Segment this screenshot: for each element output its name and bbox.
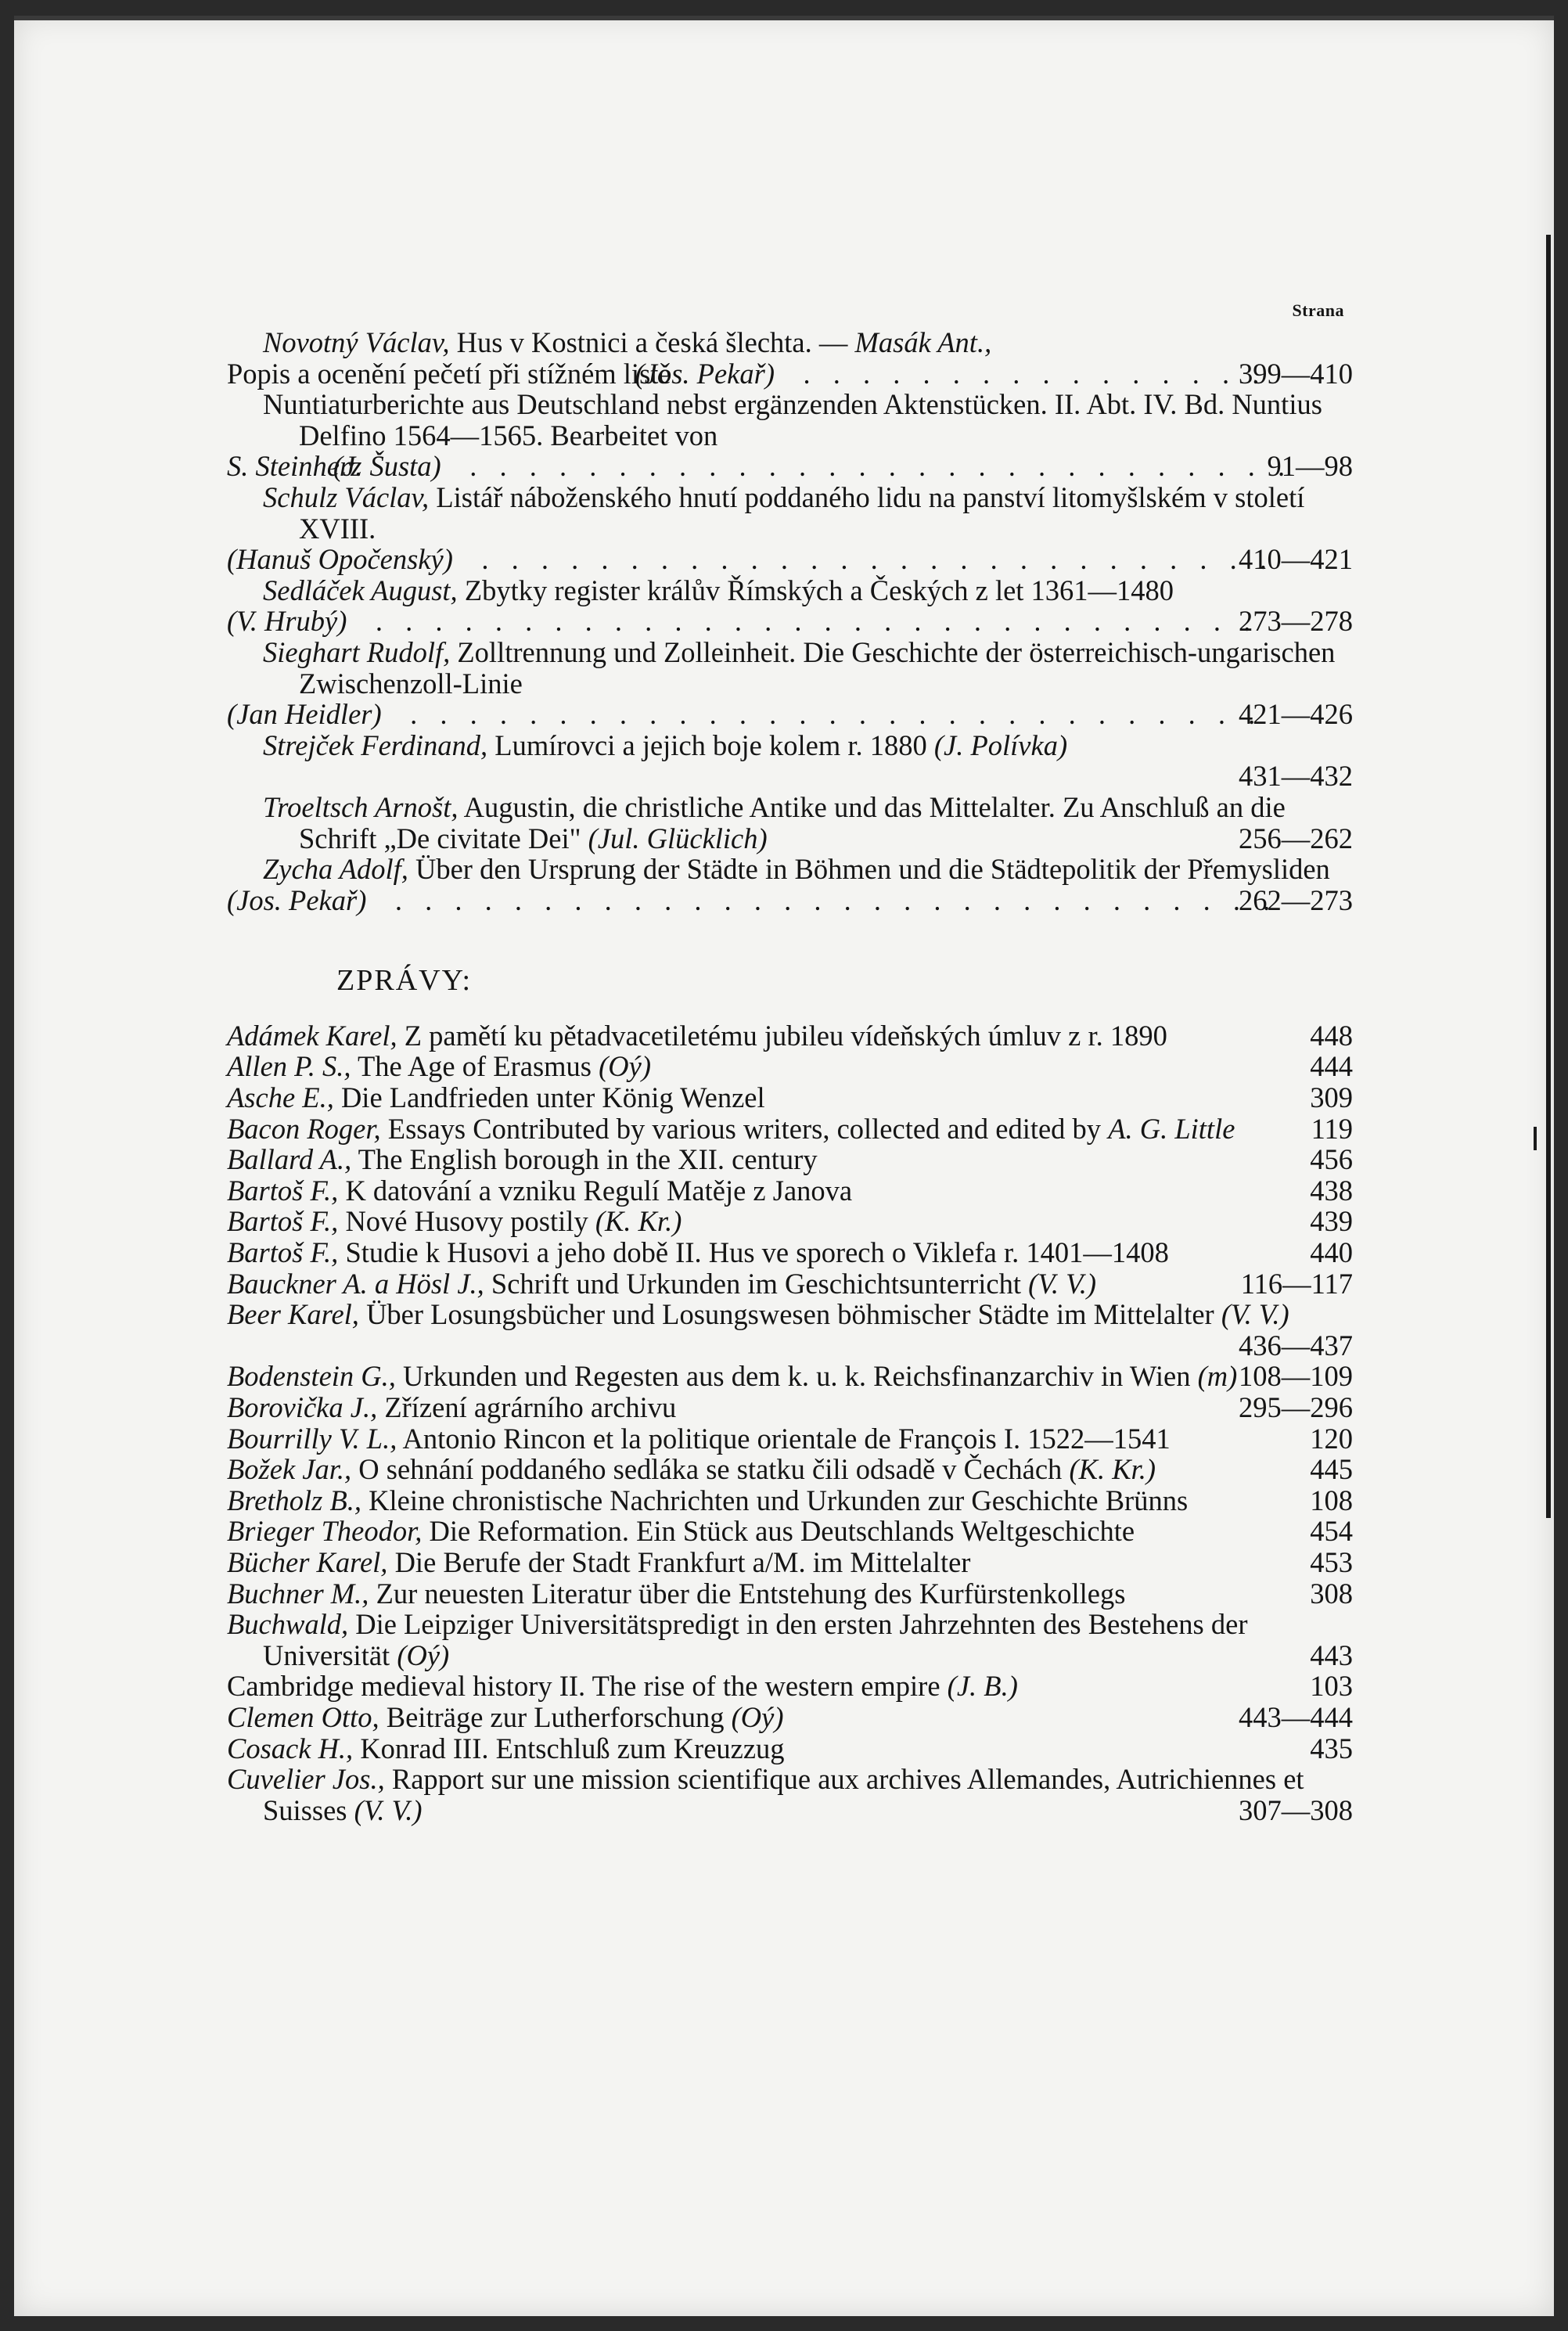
entry-editor: (Jos. Pekař) <box>227 883 367 916</box>
list-item <box>227 1237 1353 1268</box>
entry-title: The Age of Erasmus <box>357 1050 592 1083</box>
entry-author: Schulz Václav, <box>263 480 430 513</box>
entry-title: Lumírovci a jejich boje kolem r. 1880 <box>494 728 927 761</box>
entry-author: Zycha Adolf, <box>263 853 408 886</box>
list-item <box>227 1361 1353 1392</box>
entry-title: Popis a ocenění pečetí při stížném listě <box>227 357 671 390</box>
entry-editor: (V. V.) <box>354 1793 423 1826</box>
entry-author: Asche E., <box>227 1081 334 1114</box>
entry-author: Ballard A., <box>227 1143 352 1176</box>
entry-editor: (Hanuš Opočenský) <box>227 543 453 576</box>
list-item <box>227 1051 1353 1082</box>
entry-pages: 262—273 <box>1239 883 1353 916</box>
list-item <box>227 326 1353 390</box>
entry-pages: 119 <box>1311 1112 1353 1145</box>
entry-author: Bretholz B., <box>227 1484 362 1516</box>
zpravy-list <box>227 1019 1353 1826</box>
entry-title: Nové Husovy postily <box>345 1205 588 1238</box>
entry-title: Über Losungsbücher und Losungswesen böhmischer Städte im Mittelalter <box>366 1298 1214 1331</box>
entry-title: Cambridge medieval history II. The rise of the western empire <box>227 1670 940 1703</box>
list-item <box>227 1454 1353 1485</box>
entry-title: Augustin, die christliche Antike und das Mittelalter. Zu Anschluß an die Schrift „De civitate Dei" <box>299 790 1286 854</box>
entry-pages: 438 <box>1310 1174 1353 1207</box>
list-item <box>227 1516 1353 1547</box>
entry-pages: 273—278 <box>1239 605 1353 638</box>
entry-editor: (V. Hrubý) <box>227 605 347 638</box>
list-item <box>227 1578 1353 1610</box>
entry-pages: 103 <box>1310 1670 1353 1703</box>
entry-title: Z pamětí ku pětadvacetiletému jubileu vídeňských úmluv z r. 1890 <box>404 1019 1167 1052</box>
list-item <box>227 1423 1353 1455</box>
list-item <box>227 1113 1353 1145</box>
entry-title: The English borough in the XII. century <box>358 1143 818 1176</box>
entry-pages: 440 <box>1310 1236 1353 1269</box>
entry-pages: 453 <box>1310 1545 1353 1578</box>
entry-pages: 443—444 <box>1239 1700 1353 1733</box>
entry-title: Schrift und Urkunden im Geschichtsunterricht <box>491 1267 1022 1300</box>
entry-title: Kleine chronistische Nachrichten und Urkunden zur Geschichte Brünns <box>369 1484 1189 1516</box>
entry-editor: (V. V.) <box>1221 1298 1289 1331</box>
entry-editor: (Jan Heidler) <box>227 698 382 731</box>
list-item <box>227 1547 1353 1578</box>
entry-editor: (J. Polívka) <box>933 728 1068 761</box>
entry-editor: (J. Šusta) <box>333 450 441 483</box>
entry-author: Bacon Roger, <box>227 1112 381 1145</box>
entry-pages: 309 <box>1310 1081 1353 1114</box>
entry-author: Allen P. S., <box>227 1050 351 1083</box>
entry-editor: (Oý) <box>397 1639 450 1671</box>
entry-title: Konrad III. Entschluß zum Kreuzzug <box>360 1732 785 1764</box>
entry-title: K datování a vzniku Regulí Matěje z Janova <box>345 1174 853 1207</box>
entry-editor: (V. V.) <box>1028 1267 1097 1300</box>
entry-title: Hus v Kostnici a česká šlechta. — <box>456 326 848 358</box>
entry-author: Bartoš F., <box>227 1236 339 1269</box>
entry-author: Božek Jar., <box>227 1453 352 1486</box>
entry-author: Bodenstein G., <box>227 1360 396 1393</box>
list-item <box>227 1175 1353 1207</box>
list-item <box>227 635 1353 731</box>
entry-author: Bauckner A. a Hösl J., <box>227 1267 484 1300</box>
entry-title: Zolltrennung und Zolleinheit. Die Geschichte der österreichisch-ungarischen Zwischenzoll-Linie <box>299 635 1336 700</box>
entry-pages: 443 <box>1310 1639 1353 1671</box>
list-item <box>227 1702 1353 1733</box>
entry-pages: 410—421 <box>1239 543 1353 576</box>
entry-author: Brieger Theodor, <box>227 1515 423 1548</box>
entry-pages: 308 <box>1310 1577 1353 1610</box>
entry-pages: 108 <box>1310 1484 1353 1516</box>
entry-title: Die Berufe der Stadt Frankfurt a/M. im Mittelalter <box>394 1545 971 1578</box>
entry-editor: (Jul. Glücklich) <box>588 822 768 854</box>
entry-author: Borovička J., <box>227 1391 378 1423</box>
entry-pages: 448 <box>1310 1019 1353 1052</box>
entry-author: Troeltsch Arnošt, <box>263 790 459 823</box>
entry-pages: 256—262 <box>1239 822 1353 854</box>
entry-author: Bourrilly V. L., <box>227 1422 397 1455</box>
scan-edge-mark <box>14 16 1554 20</box>
entry-title: Listář náboženského hnutí poddaného lidu na panství litomyšlském v století XVIII. <box>299 480 1305 545</box>
list-item <box>263 730 1353 792</box>
entry-pages: 454 <box>1310 1515 1353 1548</box>
entry-title: O sehnání poddaného sedláka se statku čili odsadě v Čechách <box>358 1453 1063 1486</box>
entry-author: Bücher Karel, <box>227 1545 388 1578</box>
list-item <box>227 1268 1353 1300</box>
list-item <box>227 1020 1353 1052</box>
scan-edge-mark <box>1546 235 1551 1518</box>
entry-pages: 435 <box>1310 1732 1353 1764</box>
entry-editor: (Oý) <box>731 1700 784 1733</box>
entry-pages: 120 <box>1310 1422 1353 1455</box>
entry-author: Cuvelier Jos., <box>227 1763 385 1796</box>
entry-pages: 399—410 <box>1239 357 1353 390</box>
entry-author-2: S. Steinherz <box>227 450 362 483</box>
entry-author: Bartoš F., <box>227 1174 339 1207</box>
entry-pages: 439 <box>1310 1205 1353 1238</box>
list-item <box>227 1609 1353 1671</box>
entry-pages: 91—98 <box>1267 450 1353 483</box>
entry-title: Beiträge zur Lutherforschung <box>386 1700 725 1733</box>
entry-title: Die Landfrieden unter König Wenzel <box>340 1081 765 1114</box>
entry-pages: 295—296 <box>1239 1391 1353 1423</box>
entry-author: Strejček Ferdinand, <box>263 728 488 761</box>
entry-editor: (K. Kr.) <box>595 1205 682 1238</box>
entry-title: Die Leipziger Universitätspredigt in den ersten Jahrzehnten des Bestehens der Universität <box>263 1608 1248 1671</box>
entry-editor: (Jos. Pekař) <box>635 357 775 390</box>
entry-author: Adámek Karel, <box>227 1019 397 1052</box>
entry-title: Zur neuesten Literatur über die Entstehung des Kurfürstenkollegs <box>376 1577 1126 1610</box>
index-list <box>227 326 1353 1826</box>
list-item <box>227 1082 1353 1113</box>
entry-author: Clemen Otto, <box>227 1700 379 1733</box>
entry-pages: 431—432 <box>1239 760 1353 793</box>
entry-pages: 456 <box>1310 1143 1353 1176</box>
page-column-header: Strana <box>1292 300 1344 320</box>
section-heading: ZPRÁVY: <box>336 964 473 998</box>
list-item <box>227 1764 1353 1826</box>
entry-title: Essays Contributed by various writers, collected and edited by <box>387 1112 1102 1145</box>
entry-pages: 421—426 <box>1239 698 1353 731</box>
list-item <box>227 480 1353 576</box>
entry-author: Sedláček August, <box>263 574 458 606</box>
document-page <box>14 16 1554 2316</box>
list-item <box>227 853 1353 916</box>
entry-pages: 108—109 <box>1239 1360 1353 1393</box>
entry-author: Beer Karel, <box>227 1298 359 1331</box>
list-item <box>227 1733 1353 1764</box>
list-item <box>263 792 1353 854</box>
entry-editor: (K. Kr.) <box>1069 1453 1156 1486</box>
entry-title: Antonio Rincon et la politique orientale de François I. 1522—1541 <box>402 1422 1171 1455</box>
entry-title: Zřízení agrárního archivu <box>384 1391 677 1423</box>
entry-author: Bartoš F., <box>227 1205 339 1238</box>
scan-edge-mark <box>1534 1127 1537 1150</box>
entry-author: Buchner M., <box>227 1577 369 1610</box>
entry-title: Urkunden und Regesten aus dem k. u. k. Reichsfinanzarchiv in Wien <box>403 1360 1191 1393</box>
list-item <box>227 1299 1353 1361</box>
list-item <box>227 1671 1353 1702</box>
entry-editor: (Oý) <box>599 1050 651 1083</box>
list-item <box>227 388 1353 483</box>
entry-title: Nuntiaturberichte aus Deutschland nebst ergänzenden Aktenstücken. II. Abt. IV. Bd. Nuntius Delfino 1564—1565. Bearbeitet von <box>263 388 1322 451</box>
list-item <box>227 1206 1353 1237</box>
entry-pages: 445 <box>1310 1453 1353 1486</box>
entry-pages: 307—308 <box>1239 1793 1353 1826</box>
entry-author-2: Masák Ant., <box>854 326 992 358</box>
entry-author: Buchwald, <box>227 1608 349 1641</box>
entry-editor: (m) <box>1197 1360 1238 1393</box>
entry-author: Cosack H., <box>227 1732 354 1764</box>
list-item <box>227 1392 1353 1423</box>
entry-pages: 444 <box>1310 1050 1353 1083</box>
entry-title: Zbytky register králův Římských a Českých z let 1361—1480 <box>464 574 1174 606</box>
entry-editor: A. G. Little <box>1108 1112 1235 1145</box>
entry-pages: 116—117 <box>1240 1267 1353 1300</box>
list-item <box>227 574 1353 638</box>
list-item <box>227 1485 1353 1516</box>
entry-title: Die Reformation. Ein Stück aus Deutschlands Weltgeschichte <box>429 1515 1135 1548</box>
entry-pages: 436—437 <box>1239 1329 1353 1362</box>
entry-title: Rapport sur une mission scientifique aux archives Allemandes, Autrichiennes et Suisses <box>263 1763 1304 1826</box>
entry-author: Novotný Václav, <box>263 326 450 358</box>
entry-author: Sieghart Rudolf, <box>263 635 451 668</box>
entry-editor: (J. B.) <box>947 1670 1018 1703</box>
entry-title: Studie k Husovi a jeho době II. Hus ve sporech o Viklefa r. 1401—1408 <box>345 1236 1169 1269</box>
list-item <box>227 1144 1353 1175</box>
entry-title: Über den Ursprung der Städte in Böhmen und die Städtepolitik der Přemysliden <box>415 853 1330 886</box>
